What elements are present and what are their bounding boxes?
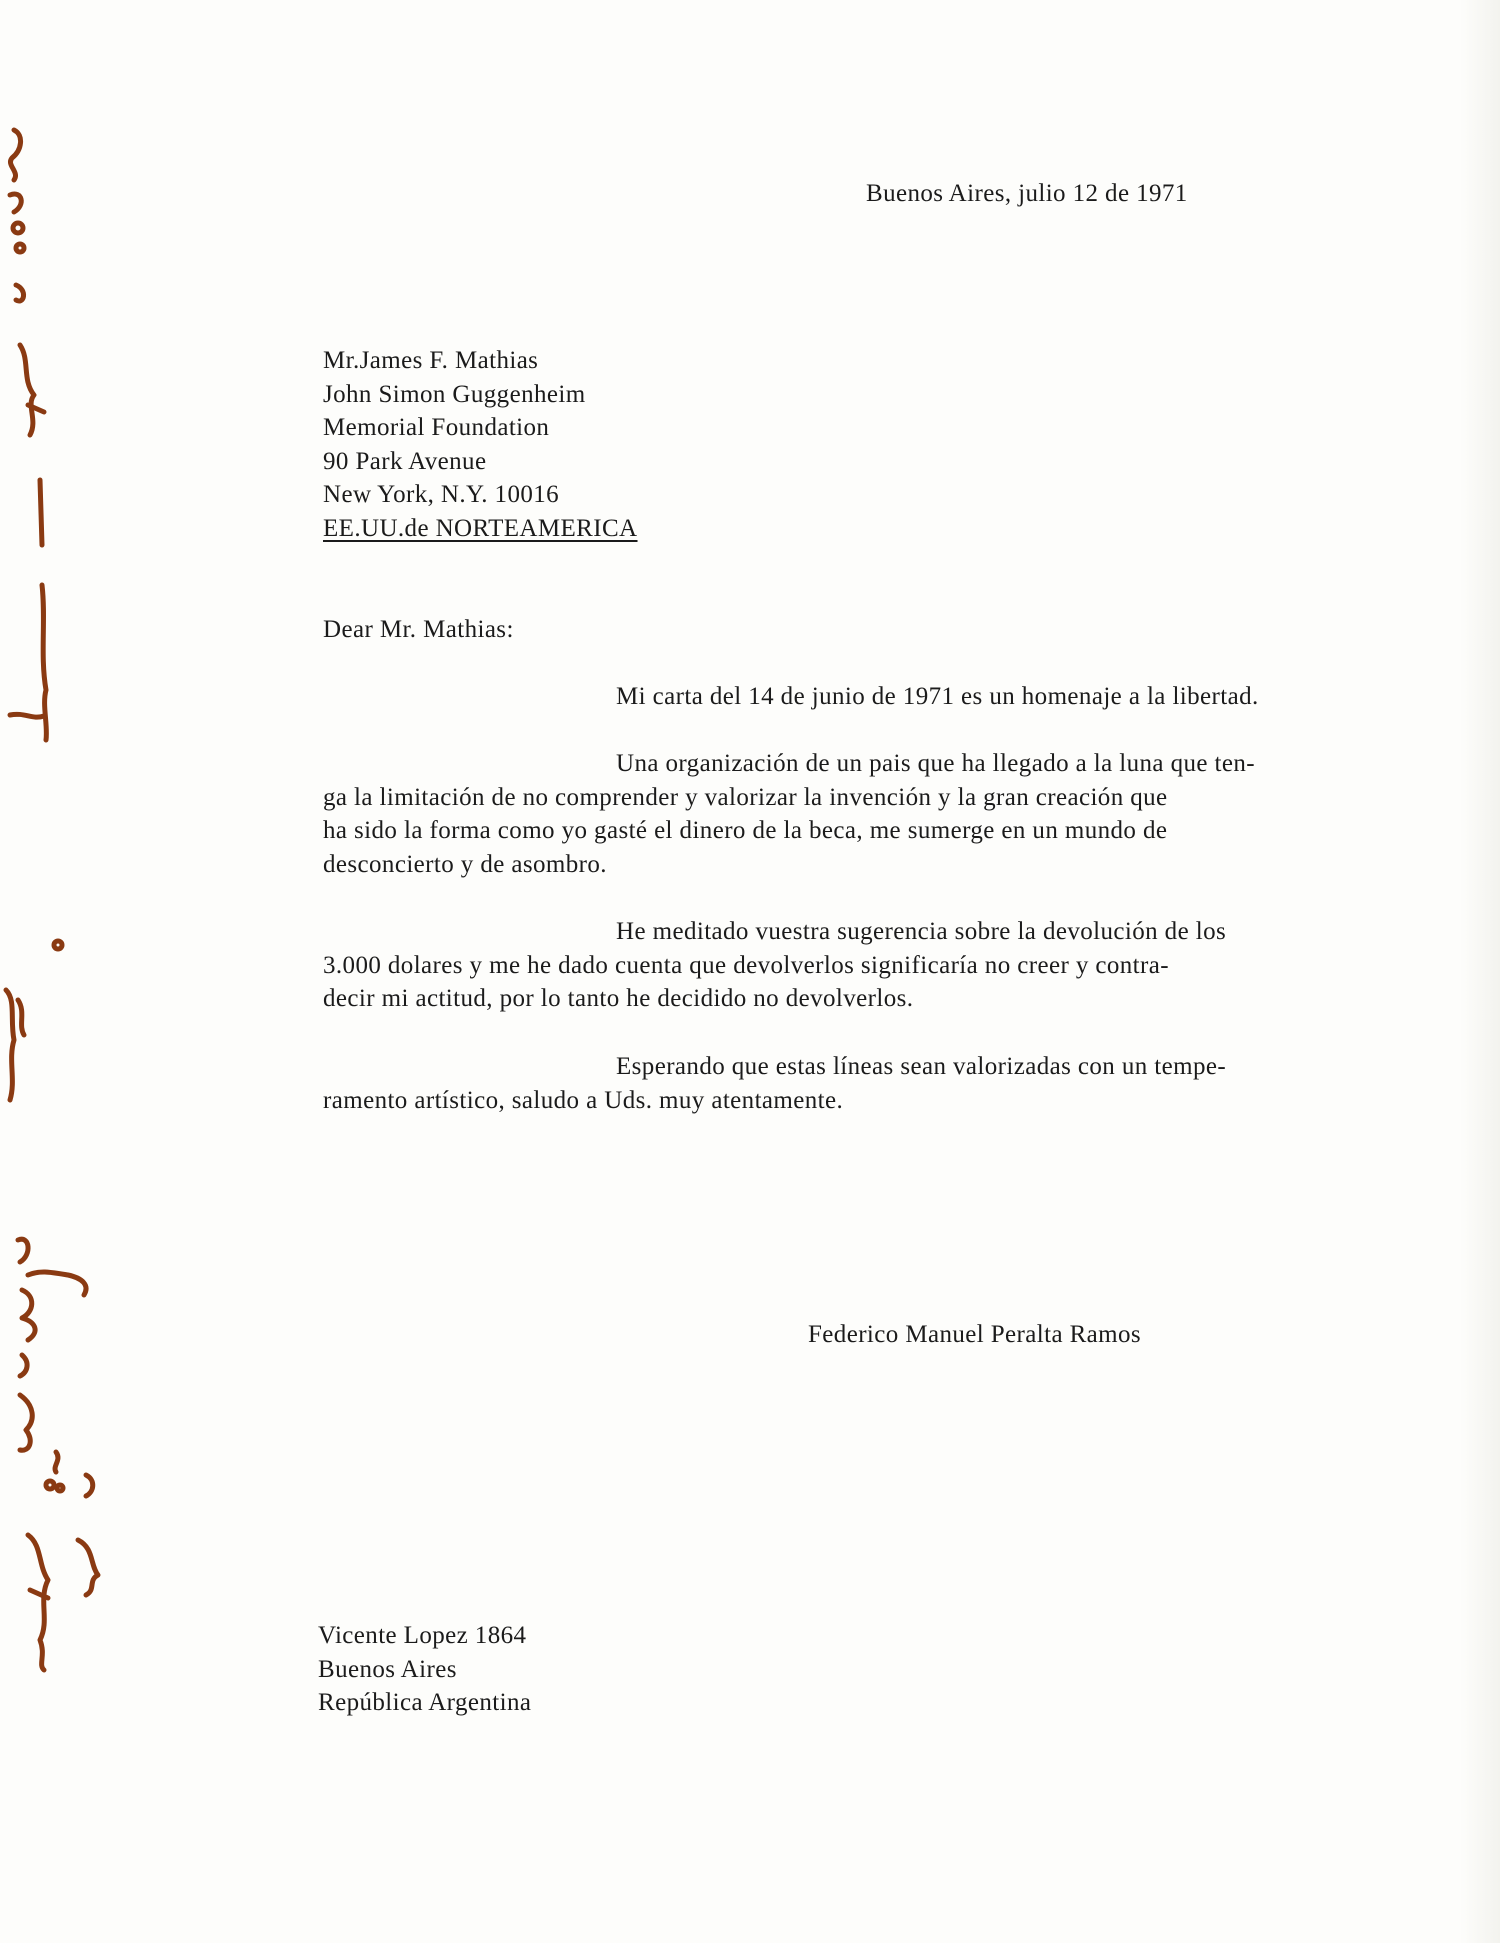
recipient-name: Mr.James F. Mathias [323, 347, 539, 374]
recipient-address [323, 344, 638, 545]
paragraph-line: Una organización de un pais que ha llegado a la luna que ten- [616, 750, 1255, 777]
sender-street: Vicente Lopez 1864 [318, 1622, 527, 1649]
sender-address [318, 1619, 531, 1720]
recipient-org-line-1: John Simon Guggenheim [323, 380, 586, 408]
binding-stain-marks [0, 0, 120, 1700]
recipient-city: New York, N.Y. 10016 [323, 481, 560, 508]
recipient-street: 90 Park Avenue [323, 447, 487, 475]
paragraph-2 [323, 747, 1438, 881]
recipient-country: EE.UU.de NORTEAMERICA [323, 514, 638, 542]
paper-edge-shadow [1460, 0, 1500, 1943]
sender-country: República Argentina [318, 1689, 532, 1716]
paragraph-line: He meditado vuestra sugerencia sobre la devolución de los [616, 918, 1227, 945]
paragraph-line: 3.000 dolares y me he dado cuenta que devolverlos significaría no creer y contra- [323, 951, 1169, 979]
paragraph-3 [323, 915, 1438, 1016]
paragraph-4 [323, 1050, 1438, 1117]
paragraph-line: ramento artístico, saludo a Uds. muy atentamente. [323, 1086, 844, 1114]
paragraph-line: ga la limitación de no comprender y valorizar la invención y la gran creación que [323, 783, 1168, 811]
paragraph-line: Esperando que estas líneas sean valorizadas con un tempe- [616, 1053, 1227, 1080]
salutation: Dear Mr. Mathias: [323, 616, 514, 643]
paragraph-line: decir mi actitud, por lo tanto he decidido no devolverlos. [323, 985, 914, 1012]
signature-name: Federico Manuel Peralta Ramos [808, 1321, 1142, 1348]
letter-date: Buenos Aires, julio 12 de 1971 [866, 180, 1188, 207]
paragraph-line: desconcierto y de asombro. [323, 850, 607, 878]
paragraph-1 [323, 680, 1438, 714]
paragraph-line: ha sido la forma como yo gasté el dinero de la beca, me sumerge en un mundo de [323, 817, 1168, 844]
paragraph-line: Mi carta del 14 de junio de 1971 es un homenaje a la libertad. [616, 683, 1259, 710]
recipient-org-line-2: Memorial Foundation [323, 414, 550, 441]
sender-city: Buenos Aires [318, 1655, 457, 1683]
